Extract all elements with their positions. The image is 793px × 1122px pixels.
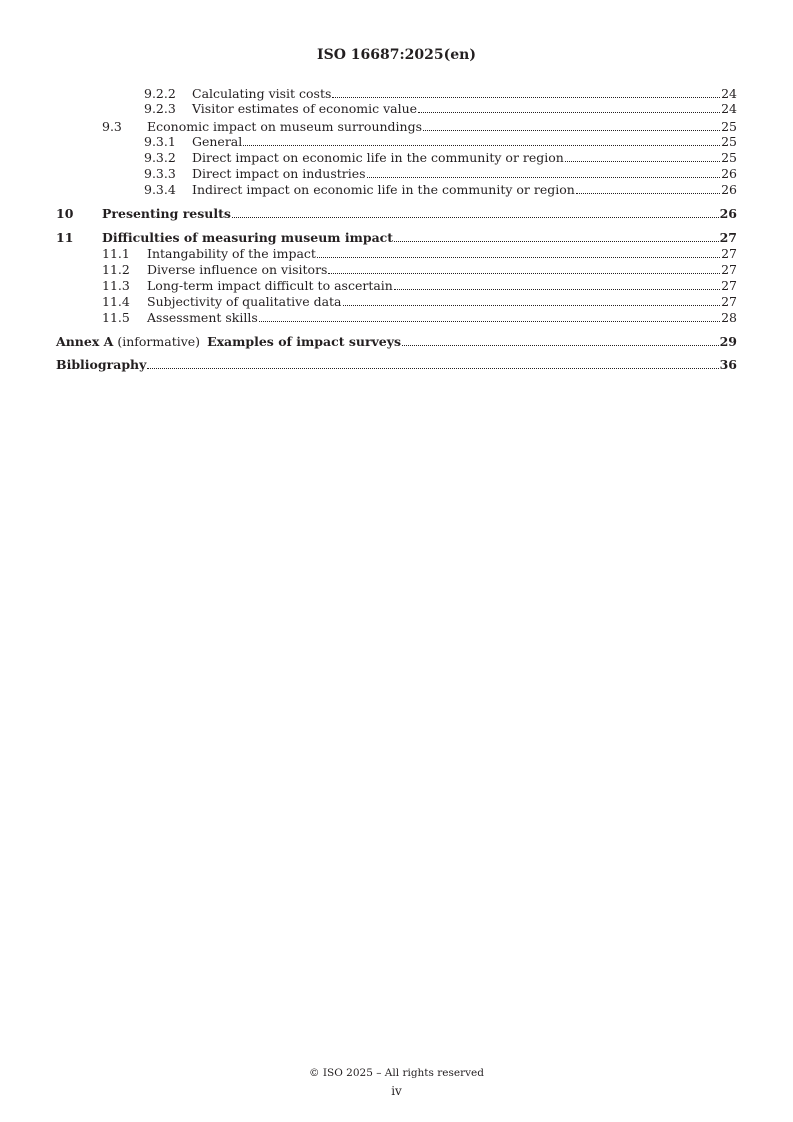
dot-leader [317,257,720,258]
toc-title: Difficulties of measuring museum impact [102,230,394,245]
toc-page: 28 [721,310,737,325]
dot-leader [418,112,720,113]
toc-entry-9-3-3[interactable] [144,166,737,182]
toc-title: Direct impact on economic life in the community or region [192,150,564,165]
toc-page: 27 [721,246,737,261]
dot-leader [576,193,720,194]
toc-page: 26 [719,206,737,221]
toc-number: 9.2.3 [144,101,176,116]
toc-number: 9.3.3 [144,166,176,181]
dot-leader [367,177,721,178]
toc-title: Diverse influence on visitors [147,262,328,277]
toc-entry-annex-a[interactable] [56,334,737,350]
toc-entry-11-3[interactable] [102,278,737,294]
toc-title: Visitor estimates of economic value [192,101,418,116]
toc-title: Calculating visit costs [192,86,332,101]
document-header: ISO 16687:2025(en) [317,47,476,63]
toc-number: 11.5 [102,310,130,325]
toc-page: 26 [721,182,737,197]
toc-page: 26 [721,166,737,181]
dot-leader [565,161,720,162]
toc-number: 9.2.2 [144,86,176,101]
toc-entry-11[interactable] [56,230,737,246]
toc-number: 9.3 [102,119,122,134]
toc-number: 11.4 [102,294,130,309]
dot-leader [423,130,720,131]
toc-entry-9-2-2[interactable] [144,86,737,102]
toc-entry-10[interactable] [56,206,737,222]
toc-entry-11-2[interactable] [102,262,737,278]
dot-leader [328,273,720,274]
toc-entry-9-3-1[interactable] [144,134,737,150]
dot-leader [402,345,719,346]
toc-page: 24 [721,101,737,116]
toc-number: 9.3.4 [144,182,176,197]
toc-number: 9.3.2 [144,150,176,165]
dot-leader [243,145,720,146]
toc-page: 27 [719,230,737,245]
toc-page: 25 [721,119,737,134]
dot-leader [343,305,721,306]
toc-annex-qualifier: (informative) [117,334,201,349]
toc-annex-prefix: Annex A [56,334,114,349]
toc-page: 27 [721,262,737,277]
dot-leader [332,97,720,98]
toc-page: 29 [719,334,737,349]
toc-entry-9-3-2[interactable] [144,150,737,166]
toc-entry-11-4[interactable] [102,294,737,310]
dot-leader [259,321,720,322]
toc-title: Indirect impact on economic life in the community or region [192,182,575,197]
toc-title: Subjectivity of qualitative data [147,294,342,309]
toc-page: 27 [721,294,737,309]
dot-leader [394,289,720,290]
toc-page: 36 [719,357,737,372]
toc-entry-11-5[interactable] [102,310,737,326]
toc-number: 11.3 [102,278,130,293]
toc-entry-11-1[interactable] [102,246,737,262]
toc-number: 10 [56,206,74,221]
toc-page: 25 [721,134,737,149]
toc-entry-9-2-3[interactable] [144,101,737,117]
toc-title: General [192,134,243,149]
dot-leader [147,368,718,369]
toc-title: Economic impact on museum surroundings [147,119,423,134]
toc-entry-9-3-4[interactable] [144,182,737,198]
toc-number: 9.3.1 [144,134,176,149]
toc-title: Assessment skills [147,310,258,325]
page-number: iv [391,1084,402,1098]
toc-page: 24 [721,86,737,101]
toc-page: 25 [721,150,737,165]
toc-title: Intangability of the impact [147,246,316,261]
copyright-footer: © ISO 2025 – All rights reserved [309,1067,484,1079]
toc-number: 11.1 [102,246,130,261]
dot-leader [232,217,719,218]
toc-title: Long-term impact difficult to ascertain [147,278,393,293]
toc-title: Presenting results [102,206,231,221]
toc-title: Bibliography [56,357,147,372]
dot-leader [394,241,719,242]
toc-title: Examples of impact surveys [207,334,402,349]
toc-page: 27 [721,278,737,293]
toc-number: 11.2 [102,262,130,277]
toc-number: 11 [56,230,74,245]
toc-entry-9-3[interactable] [102,119,737,135]
toc-title: Direct impact on industries [192,166,366,181]
toc-entry-bibliography[interactable] [56,357,737,373]
